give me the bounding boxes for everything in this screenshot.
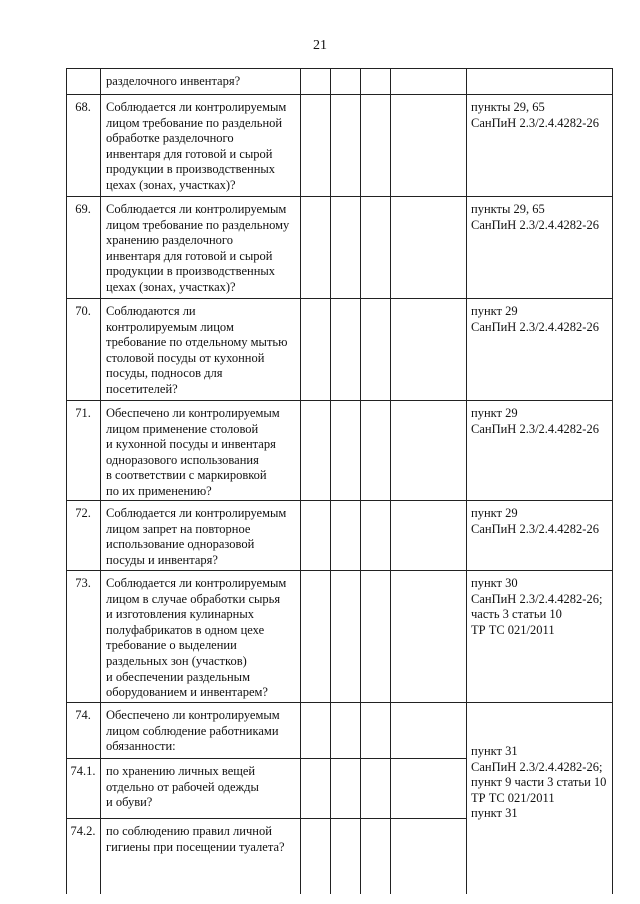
row-border [66, 500, 613, 501]
row-border [66, 94, 613, 95]
merged-reference-text: пункт 31 СанПиН 2.3/2.4.4282-26; пункт 9 части 3 статьи 10 ТР ТС 021/2011 пункт 31 [471, 744, 607, 821]
question-text: разделочного инвентаря? [106, 74, 241, 88]
question-text: по хранению личных вещей отдельно от рабочей одежды и обуви? [106, 764, 259, 810]
row-border [66, 196, 613, 197]
row-border [66, 68, 613, 69]
row-number: 70. [75, 304, 91, 318]
row-number: 74.2. [70, 824, 96, 838]
row-border [66, 298, 613, 299]
reference-text: пункт 30 СанПиН 2.3/2.4.4282-26; часть 3 статьи 10 ТР ТС 021/2011 [471, 576, 603, 637]
row-number: 74.1. [70, 764, 96, 778]
column-divider [360, 68, 361, 894]
row-border [66, 570, 613, 571]
question-text: Обеспечено ли контролируемым лицом соблюдение работниками обязанности: [106, 708, 280, 754]
row-number: 71. [75, 406, 91, 420]
row-number: 69. [75, 202, 91, 216]
question-text: Соблюдается ли контролируемым лицом запрет на повторное использование одноразовой посуды и инвентаря? [106, 506, 287, 567]
question-text: по соблюдению правил личной гигиены при посещении туалета? [106, 824, 285, 854]
question-text: Соблюдается ли контролируемым лицом требование по раздельному хранению разделочного инвентаря для готовой и сырой продукции в производственных цехах (зонах, участках)? [106, 202, 290, 294]
column-divider [390, 68, 391, 894]
question-text: Соблюдается ли контролируемым лицом требование по раздельной обработке разделочного инвентаря для готовой и сырой продукции в производственных цехах (зонах, участках)? [106, 100, 287, 192]
column-divider [300, 68, 301, 894]
column-divider [100, 68, 101, 894]
row-border [66, 400, 613, 401]
page-number: 21 [313, 38, 327, 53]
row-border [66, 818, 466, 819]
reference-text: пункт 29 СанПиН 2.3/2.4.4282-26 [471, 304, 599, 334]
row-border [66, 702, 613, 703]
checklist-table [66, 68, 613, 894]
question-text: Соблюдается ли контролируемым лицом в случае обработки сырья и изготовления кулинарных полуфабрикатов в одном цехе требование о выделении раздельных зон (участков) и обеспечении раздельным оборудованием и инвентарем? [106, 576, 287, 700]
column-divider [330, 68, 331, 894]
table-border-right [612, 68, 613, 894]
reference-text: пункт 29 СанПиН 2.3/2.4.4282-26 [471, 406, 599, 436]
row-number: 68. [75, 100, 91, 114]
row-border [66, 758, 466, 759]
column-divider [466, 68, 467, 894]
row-number: 73. [75, 576, 91, 590]
reference-text: пункты 29, 65 СанПиН 2.3/2.4.4282-26 [471, 100, 599, 130]
row-number: 74. [75, 708, 91, 722]
question-text: Соблюдаются ли контролируемым лицом требование по отдельному мытью столовой посуды от кухонной посуды, подносов для посетителей? [106, 304, 288, 396]
reference-text: пункты 29, 65 СанПиН 2.3/2.4.4282-26 [471, 202, 599, 232]
reference-text: пункт 29 СанПиН 2.3/2.4.4282-26 [471, 506, 599, 536]
question-text: Обеспечено ли контролируемым лицом применение столовой и кухонной посуды и инвентаря одноразового использования в соответствии с маркировкой по их применению? [106, 406, 280, 498]
row-number: 72. [75, 506, 91, 520]
